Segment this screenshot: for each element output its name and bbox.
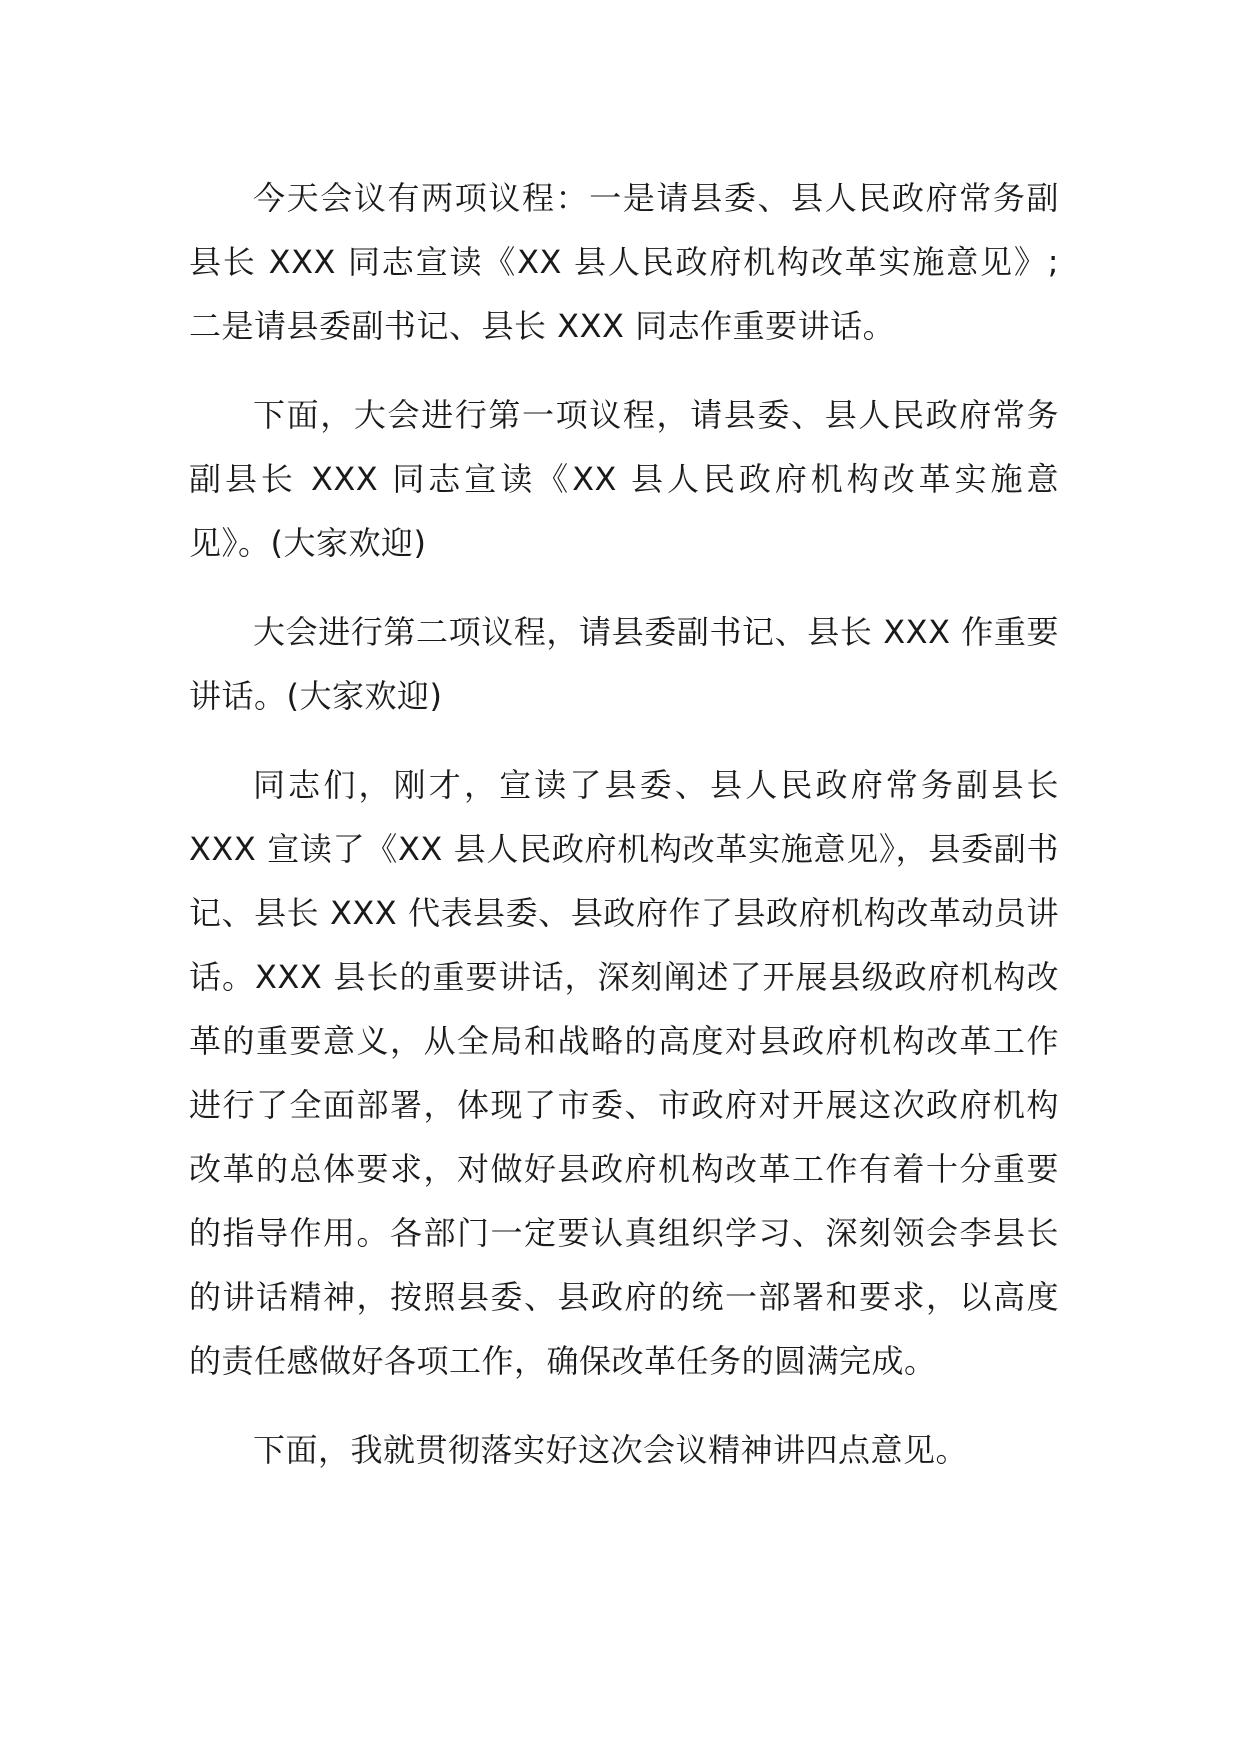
paragraph-second-item: 大会进行第二项议程，请县委副书记、县长 XXX 作重要讲话。(大家欢迎) xyxy=(189,613,1059,715)
paragraph-closing: 下面，我就贯彻落实好这次会议精神讲四点意见。 xyxy=(253,1431,969,1469)
paragraph-summary: 同志们，刚才，宣读了县委、县人民政府常务副县长 XXX 宣读了《XX 县人民政府机构改革实施意见》，县委副书记、县长 XXX 代表县委、县政府作了县政府机构改革动员讲话。XXX 县长的重要讲话，深刻阐述了开展县级政府机构改革的重要意义，从全局和战略的高度对县政府机构改革工作进行了全面部署，体现了市委、市政府对开展这次政府机构改革的总体要求，对做好县政府机构改革工作有着十分重要的指导作用。各部门一定要认真组织学习、深刻领会李县长的讲话精神，按照县委、县政府的统一部署和要求，以高度的责任感做好各项工作，确保改革任务的圆满完成。 xyxy=(189,766,1059,1380)
paragraph-first-item: 下面，大会进行第一项议程，请县委、县人民政府常务副县长 XXX 同志宣读《XX 县人民政府机构改革实施意见》。(大家欢迎) xyxy=(189,396,1059,562)
document-body xyxy=(189,166,1059,1482)
paragraph-agenda: 今天会议有两项议程：一是请县委、县人民政府常务副县长 XXX 同志宣读《XX 县人民政府机构改革实施意见》;二是请县委副书记、县长 XXX 同志作重要讲话。 xyxy=(189,179,1059,345)
